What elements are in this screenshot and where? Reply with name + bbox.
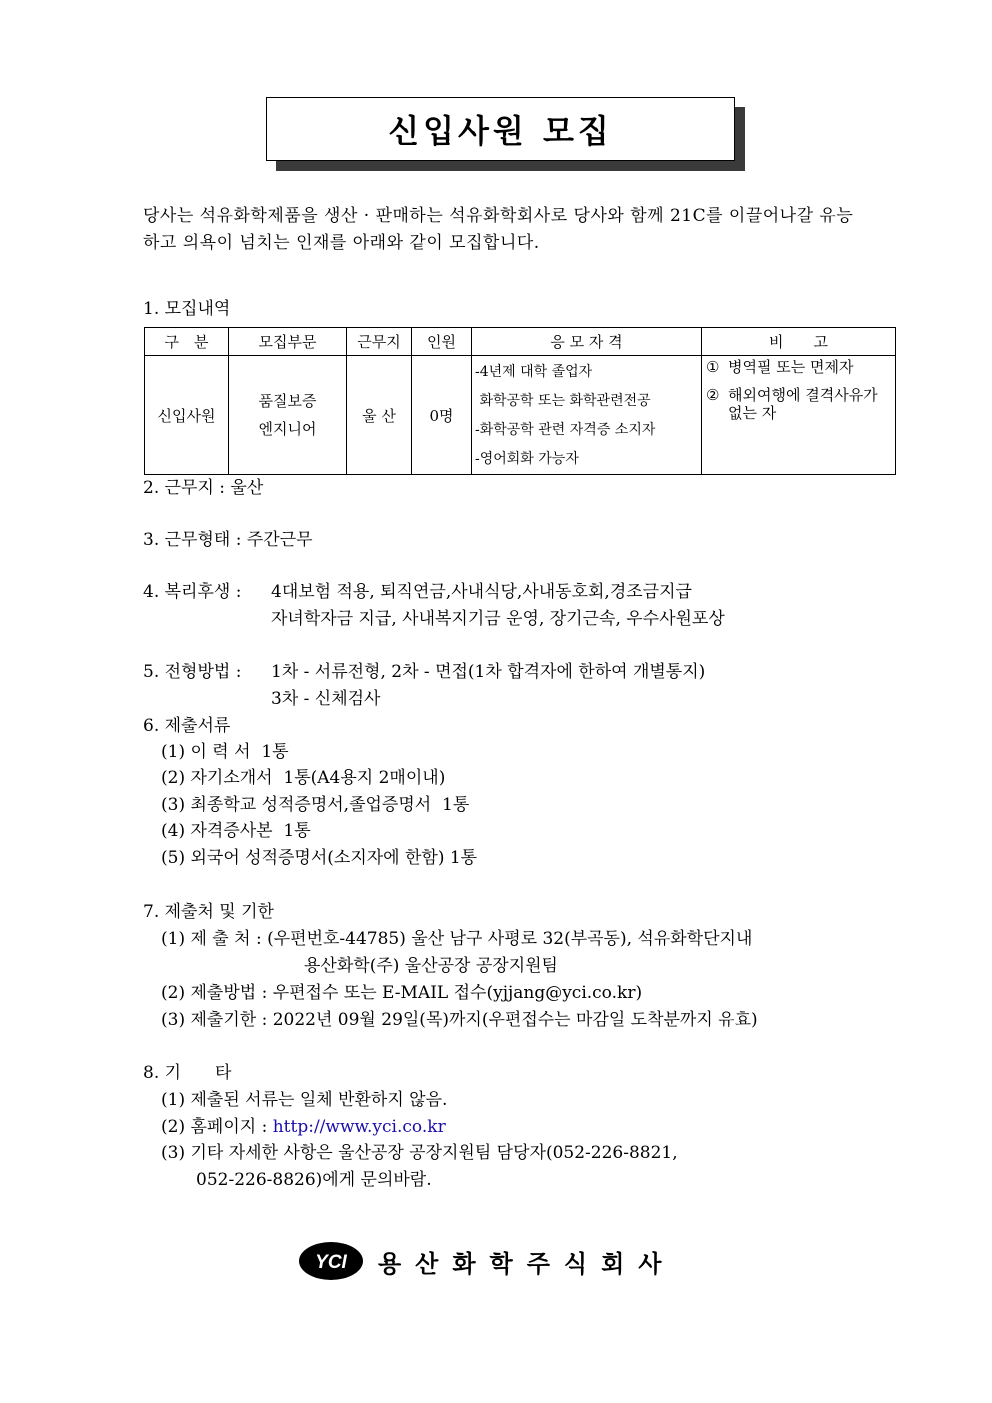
other-item: (3) 기타 자세한 사항은 울산공장 공장지원팀 담당자(052-226-8821, — [161, 1143, 678, 1163]
qualifications-cell — [472, 356, 702, 475]
table-header: 인원 — [412, 328, 472, 356]
section3-work-type: 3. 근무형태 : 주간근무 — [143, 530, 313, 550]
logo-text: YCI — [315, 1252, 347, 1273]
note-number: ② — [706, 386, 720, 404]
table-header: 근무지 — [347, 328, 412, 356]
qualification-item: -4년제 대학 졸업자 — [475, 364, 593, 380]
company-name: 용산화학주식회사 — [378, 1248, 676, 1278]
other-item: (1) 제출된 서류는 일체 반환하지 않음. — [161, 1090, 448, 1110]
section5-line: 3차 - 신체검사 — [271, 689, 381, 709]
division-line: 엔지니어 — [258, 420, 317, 438]
section1-heading: 1. 모집내역 — [143, 299, 231, 319]
submission-address: (1) 제 출 처 : (우편번호-44785) 울산 남구 사평로 32(부곡동), 석유화학단지내 — [161, 929, 753, 949]
homepage-link[interactable]: http://www.yci.co.kr — [272, 1117, 446, 1137]
table-header-row — [145, 328, 896, 356]
note-text: 병역필 또는 면제자 — [728, 358, 854, 376]
document-item: (5) 외국어 성적증명서(소지자에 한함) 1통 — [161, 848, 478, 868]
submission-address-line2: 용산화학(주) 울산공장 공장지원팀 — [304, 956, 558, 976]
note-item — [706, 386, 895, 422]
yci-logo-icon — [298, 1241, 364, 1281]
submission-method: (2) 제출방법 : 우편접수 또는 E-MAIL 접수(yjjang@yci.co.kr) — [161, 983, 643, 1003]
headcount-cell: 0명 — [412, 356, 472, 475]
document-item: (4) 자격증사본 1통 — [161, 821, 311, 841]
table-header: 모집부문 — [229, 328, 347, 356]
category-cell: 신입사원 — [145, 356, 229, 475]
note-number: ① — [706, 358, 720, 376]
title-container — [266, 97, 735, 161]
division-cell — [229, 356, 347, 475]
qualification-item: -영어회화 가능자 — [475, 451, 579, 467]
other-item — [161, 1117, 446, 1137]
note-item — [706, 358, 895, 376]
recruitment-table — [144, 327, 896, 475]
table-header: 구 분 — [145, 328, 229, 356]
location-cell: 울 산 — [347, 356, 412, 475]
section7-heading: 7. 제출처 및 기한 — [143, 902, 274, 922]
section2-location: 2. 근무지 : 울산 — [143, 478, 264, 498]
division-line: 품질보증 — [258, 392, 317, 410]
section4-line: 자녀학자금 지급, 사내복지기금 운영, 장기근속, 우수사원포상 — [271, 609, 725, 629]
document-item: (1) 이 력 서 1통 — [161, 742, 289, 762]
qualifications-list — [472, 356, 701, 474]
section8-heading: 8. 기 타 — [143, 1063, 232, 1083]
notes-cell — [702, 356, 896, 475]
section6-heading: 6. 제출서류 — [143, 716, 231, 736]
submission-deadline: (3) 제출기한 : 2022년 09월 29일(목)까지(우편접수는 마감일 도착분까지 유효) — [161, 1010, 758, 1030]
qualification-item: -화학공학 관련 자격증 소지자 — [475, 422, 656, 438]
other-item-line2: 052-226-8826)에게 문의바람. — [196, 1170, 432, 1190]
section4-label: 4. 복리후생 : — [143, 582, 242, 602]
section5-label: 5. 전형방법 : — [143, 662, 242, 682]
intro-paragraph: 당사는 석유화학제품을 생산 · 판매하는 석유화학회사로 당사와 함께 21C를 이끌어나갈 유능하고 의욕이 넘치는 인재를 아래와 같이 모집합니다. — [143, 206, 854, 253]
document-item: (3) 최종학교 성적증명서,졸업증명서 1통 — [161, 795, 470, 815]
document-item: (2) 자기소개서 1통(A4용지 2매이내) — [161, 768, 446, 788]
section5-line: 1차 - 서류전형, 2차 - 면접(1차 합격자에 한하여 개별통지) — [271, 662, 706, 682]
qualification-item: 화학공학 또는 화학관련전공 — [475, 393, 651, 409]
table-row — [145, 356, 896, 475]
table-header: 비 고 — [702, 328, 896, 356]
table-header: 응 모 자 격 — [472, 328, 702, 356]
note-text: 해외여행에 결격사유가 없는 자 — [728, 386, 878, 422]
section4-line: 4대보험 적용, 퇴직연금,사내식당,사내동호회,경조금지급 — [271, 582, 692, 602]
company-footer — [298, 1240, 675, 1282]
page-title: 신입사원 모집 — [266, 97, 735, 161]
notes-list — [702, 356, 895, 422]
homepage-label: (2) 홈페이지 : — [161, 1117, 273, 1137]
